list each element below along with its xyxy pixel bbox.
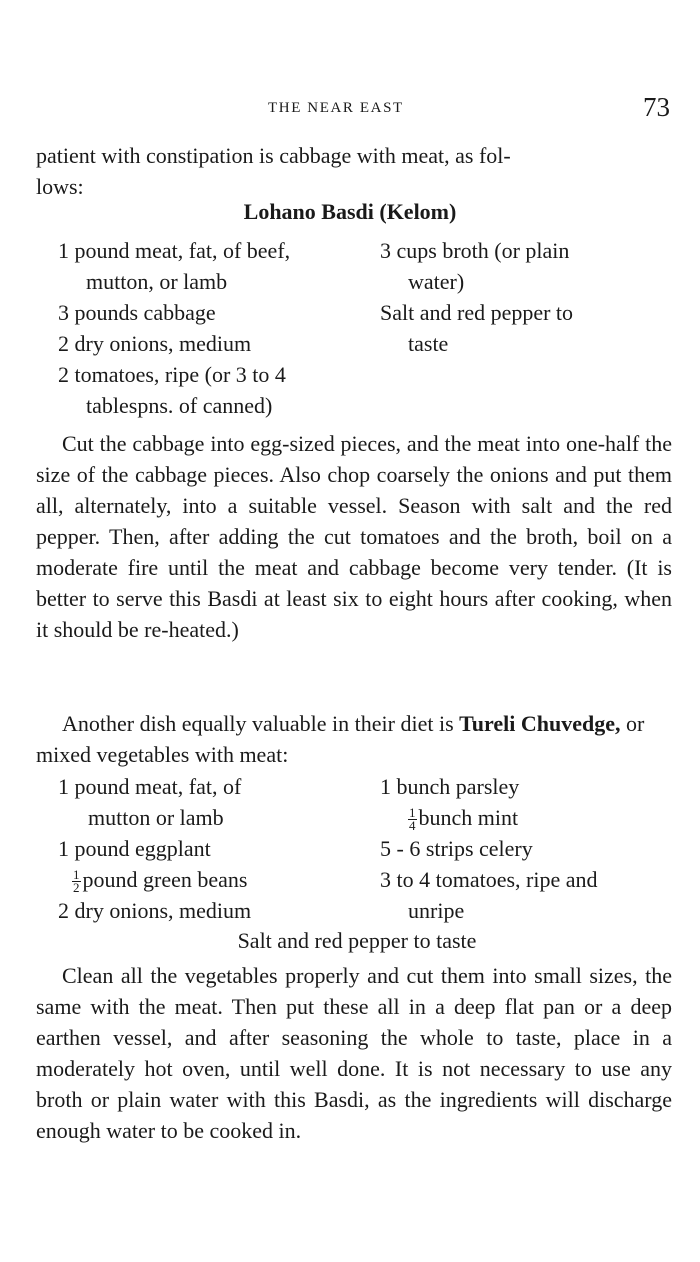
ingredient-line: 3 cups broth (or plain [380,238,570,263]
ingredient-line: water) [408,269,465,294]
ingredient-line: 2 dry onions, medium [58,898,252,923]
running-head [0,92,700,128]
fraction-half: $\frac{1}{2}$ [73,867,80,896]
ingredient-line: Salt and red pepper to [380,300,574,325]
recipe-2-intro-pre: Another dish equally valuable in their diet is [62,711,460,736]
recipe-1-title: Lohano Basdi (Kelom) [243,199,457,224]
recipe-2-method: Clean all the vegetables properly and cut them into small sizes, the same with the meat. Then put these all in a deep flat pan or a deep earthen vessel, and after seasoning the whole to taste, place in a moderately hot oven, until well done. It is not necessary to use any broth or plain water with this Basdi, as the ingredients will discharge enough water to be cooked in. [36,963,672,1143]
recipe-1-ingredients-right [380,235,573,359]
ingredient-line: $\frac{1}{4}$ bunch mint [409,805,519,834]
ingredient-line: 2 tomatoes, ripe (or 3 to 4 [58,362,286,387]
ingredient-line: 3 pounds cabbage [58,300,216,325]
ingredient-line: 1 pound meat, fat, of beef, [58,238,291,263]
ingredient-line: 2 dry onions, medium [58,331,252,356]
ingredient-line: unripe [408,898,465,923]
recipe-2-ingredients-right [380,771,598,926]
recipe-2-ingredients-left [58,771,251,926]
page-number: 73 [643,92,670,122]
ingredient-line: 5 - 6 strips celery [380,836,533,861]
recipe-2-name: Tureli Chuvedge, [459,711,621,736]
recipe-2-intro-post: or mixed vegetables with meat: [36,711,645,767]
ingredient-line: tablespns. of canned) [86,393,273,418]
ingredient-line: $\frac{1}{2}$ pound green beans [73,867,248,896]
intro-line-2: lows: [36,174,84,199]
ingredient-line: mutton or lamb [88,805,224,830]
fraction-quarter: $\frac{1}{4}$ [409,805,416,834]
ingredient-line: taste [408,331,449,356]
ingredient-line: mutton, or lamb [86,269,228,294]
recipe-1-ingredients-left [58,235,290,421]
recipe-2-seasoning: Salt and red pepper to taste [237,928,477,953]
recipe-1-method: Cut the cabbage into egg-sized pieces, and the meat into one-half the size of the cabbage pieces. Also chop coarsely the onions and put them all, alternately, into a suitable vessel. Season with salt and the red pepper. Then, after adding the cut tomatoes and the broth, boil on a moderate fire until the meat and cabbage become very tender. (It is better to serve this Basdi at least six to eight hours after cooking, when it should be re-heated.) [36,431,672,642]
running-title: THE NEAR EAST [268,100,404,116]
intro-line-1: patient with constipation is cabbage with meat, as fol- [36,143,511,168]
intro-paragraph [36,140,672,202]
ingredient-line: 1 pound meat, fat, of [58,774,242,799]
ingredient-line: 3 to 4 tomatoes, ripe and [380,867,598,892]
recipe-2-intro [36,708,672,770]
ingredient-line: 1 bunch parsley [380,774,520,799]
ingredient-line: 1 pound eggplant [58,836,211,861]
